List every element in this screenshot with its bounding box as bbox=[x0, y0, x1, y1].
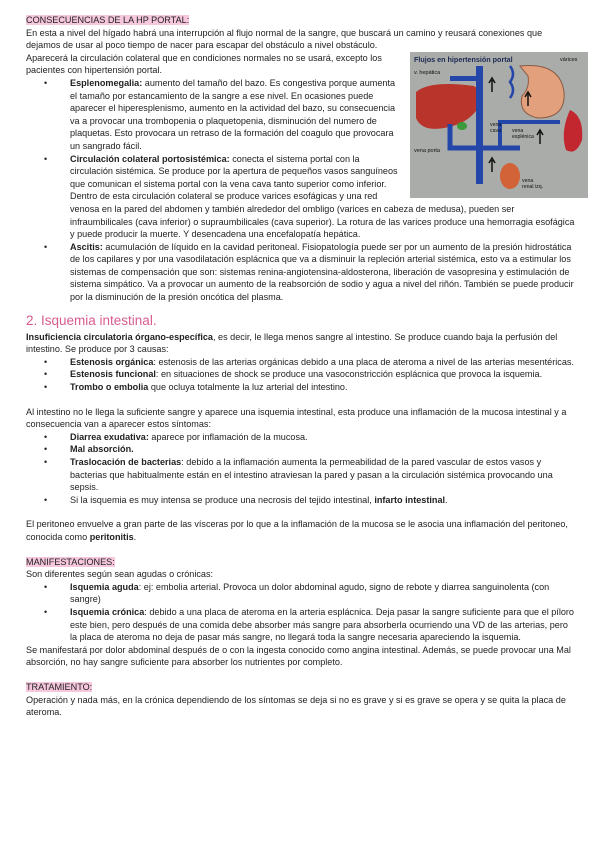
paragraph-sintomas-intro: Al intestino no le llega la suficiente sangre y aparece una isquemia intestinal, esta produce una inflamación de la mucosa intestinal y a consecuencia van a aparecer estos síntomas: bbox=[26, 406, 567, 430]
label-vena-esplenica: vena esplénica bbox=[512, 127, 534, 140]
list-item-esplenomegalia: • Esplenomegalia: aumento del tamaño del bazo. Es congestiva porque aumenta el tamaño por estancamiento de la sangre a ese nivel. En ocasiones puede aparecer el hiperesplenismo, aumento en la actividad del bazo, su consecuencia va a provocar una trombopenia o plaquetopenia, disminución del numero de plaquetas. Esto provocara un retraso de la formación del coagulo que provocara un sangrado fácil. bbox=[70, 77, 576, 153]
section-heading-tratamiento: TRATAMIENTO: bbox=[26, 681, 93, 692]
section-heading-manifestaciones: MANIFESTACIONES: bbox=[26, 556, 115, 567]
list-item-ascitis: • Ascitis: acumulación de líquido en la cavidad peritoneal. Fisiopatología puede ser por un aumento de la presión hidrostática de los capilares y por una vasodilatación esplácnica que va a disminuir la repleción arterial sistémica, esto va a estimular los sistemas de compensación que son: sistemas renina-angiotensina-aldosterona, liberación de vasopresina y estimulación de sistema simpático. Va a provocar un aumento de la reabsorción de sodio y agua a nivel del riñón. También se puede producir por la disminución de la presión oncótica del plasma. bbox=[70, 241, 576, 304]
label-varices: várices bbox=[560, 56, 578, 63]
manifestaciones-list bbox=[26, 581, 576, 644]
paragraph-intro-2: Aparecerá la circulación colateral que en condiciones normales no se usará, excepto los pacientes con hipertensión portal. bbox=[26, 52, 382, 76]
list-item-isquemia-cronica: • Isquemia crónica: debido a una placa de ateroma en la arteria esplácnica. Deja pasar la sangre suficiente para que el píloro este bien, pero después de una comida debe absorber más sangre para absorberla ocurriendo una VD de las arterias, pero la placa de ateroma no deja de pasar más sangre, no llegará toda la sangre necesaria apareciendo la isquemia. bbox=[70, 606, 576, 644]
paragraph-manifestaciones-outro: Se manifestará por dolor abdominal después de o con la ingesta conocido como angina intestinal. Además, se puede provocar una Mal absorción, no hay sangre suficiente para absorber los nutrientes por completo. bbox=[26, 644, 571, 668]
label-vena-cava: vena cava bbox=[490, 121, 502, 134]
paragraph-manifestaciones-intro: Son diferentes según sean agudas o crónicas: bbox=[26, 569, 214, 580]
label-vena-porta: vena porta bbox=[414, 147, 440, 154]
list-item-mal-absorcion: • Mal absorción. bbox=[70, 443, 576, 456]
paragraph-intro: En esta a nivel del hígado habrá una interrupción al flujo normal de la sangre, que buscará un camino y reusará conexiones que dejamos de usar al poco tiempo de nacer para escapar del obstáculo a nivel obstáculo. bbox=[26, 27, 543, 51]
paragraph-isquemia-intro: Insuficiencia circulatoria órgano-específica, es decir, le llega menos sangre al intestino. Se produce cuando baja la perfusión del intestino. Se produce por 3 causas: bbox=[26, 331, 558, 355]
list-item-traslocacion: • Traslocación de bacterias: debido a la inflamación aumenta la permeabilidad de la pared vascular de estos vasos y bacterias que habitualmente están en el intestino atraviesan la pared y pasan a la circulación sistémica provocando una sepsis. bbox=[70, 456, 576, 494]
causes-list bbox=[26, 356, 576, 394]
list-item-infarto: • Si la isquemia es muy intensa se produce una necrosis del tejido intestinal, infarto intestinal. bbox=[70, 494, 576, 507]
list-item-estenosis-organica: • Estenosis orgánica: estenosis de las arterias orgánicas debido a una placa de ateroma a nivel de las arterias mesentéricas. bbox=[70, 356, 576, 369]
label-vena-renal: vena renal izq. bbox=[522, 177, 544, 190]
section-heading-consecuencias: CONSECUENCIAS DE LA HP PORTAL: bbox=[26, 15, 190, 25]
symptoms-list bbox=[26, 431, 576, 507]
figure-title: Flujos en hipertensión portal bbox=[414, 54, 513, 64]
consecuencias-list bbox=[26, 77, 576, 304]
paragraph-tratamiento: Operación y nada más, en la crónica dependiendo de los síntomas se deja si no es grave y si es grave se opera y se quita la placa de ateroma. bbox=[26, 694, 566, 718]
list-item-trombo: • Trombo o embolia que ocluya totalmente la luz arterial del intestino. bbox=[70, 381, 576, 394]
list-item-estenosis-funcional: • Estenosis funcional: en situaciones de shock se produce una vasoconstricción esplácnica que provoca la isquemia. bbox=[70, 368, 576, 381]
list-item-diarrea: • Diarrea exudativa: aparece por inflamación de la mucosa. bbox=[70, 431, 576, 444]
label-vena-hepatica: v. hepática bbox=[414, 69, 441, 76]
paragraph-peritoneo: El peritoneo envuelve a gran parte de las vísceras por lo que a la inflamación de la mucosa se le asocia una inflamación del peritoneo, conocida como peritonitis. bbox=[26, 519, 568, 542]
section-title-isquemia: 2. Isquemia intestinal. bbox=[26, 312, 157, 328]
list-item-isquemia-aguda: • Isquemia aguda: ej: embolia arterial. Provoca un dolor abdominal agudo, signo de rebote y diarrea sanguinolenta (con sangre) bbox=[70, 581, 576, 606]
list-item-circulacion-colateral: • Circulación colateral portosistémica: conecta el sistema portal con la circulación sistémica. Se produce por la apertura de pequeños vasos sanguíneos que comunican el sistema portal con la vena cava tanto superior como inferior. Dentro de esta circulación colateral se produce varices esofágicas y una red venosa en la pared del abdomen y también alrededor del ombligo (varices en cabeza de medusa), pueden ser infraumbilicales (cava inferior) o supraumbilicales (cava superior). La rotura de las varices produce una hemorragia esofágica y puede producir la muerte. Y desencadena una encefalopatía hepática. bbox=[70, 153, 576, 241]
